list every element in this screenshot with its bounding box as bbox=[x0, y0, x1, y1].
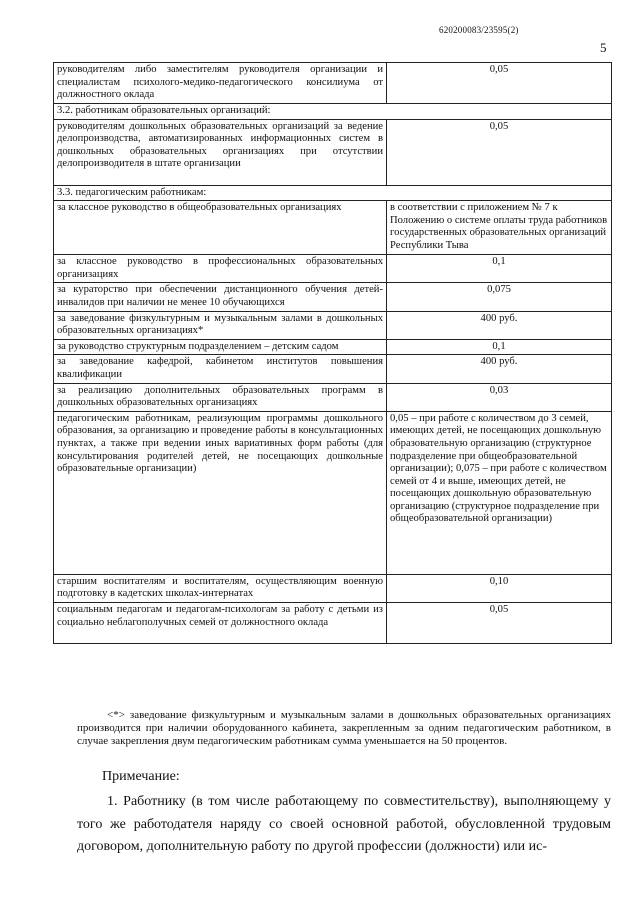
note-paragraph-text: 1. Работнику (в том числе работающему по совместительству), выполняющему у того же работодателя наряду со своей основной работой, обусловленной трудовым договором, дополнительную работу по другой профессии (должности) или ис- bbox=[77, 794, 611, 854]
row-value: 400 руб. bbox=[387, 355, 612, 383]
table-row bbox=[54, 119, 612, 185]
table-row bbox=[54, 355, 612, 383]
row-label: за классное руководство в общеобразовательных организациях bbox=[54, 201, 387, 255]
table-row bbox=[54, 574, 612, 602]
row-label: педагогическим работникам, реализующим программы дошкольного образования, за организацию и проведение работы в консультационных пунктах, а также при ведении иных вариативных форм работы (для консультирования родителей детей, не посещающих дошкольные образовательные организации) bbox=[54, 411, 387, 574]
row-value: 0,05 bbox=[387, 119, 612, 185]
row-value: 0,1 bbox=[387, 255, 612, 283]
note-title: Примечание: bbox=[102, 769, 180, 784]
row-value: 0,05 bbox=[387, 602, 612, 643]
row-label: старшим воспитателям и воспитателям, осуществляющим военную подготовку в кадетских школах-интернатах bbox=[54, 574, 387, 602]
row-value: 0,05 – при работе с количеством до 3 семей, имеющих детей, не посещающих дошкольную образовательную организацию (структурное подразделение при общеобразовательной организации); 0,075 – при работе с количеством семей от 4 и выше, имеющих детей, не посещающих дошкольную образовательную организацию (структурное подразделение при общеобразовательной организации) bbox=[387, 411, 612, 574]
document-id: 620200083/23595(2) bbox=[439, 25, 519, 35]
row-value: 0,10 bbox=[387, 574, 612, 602]
allowance-table bbox=[53, 62, 612, 644]
table-row bbox=[54, 201, 612, 255]
footnote bbox=[77, 709, 611, 749]
table-row bbox=[54, 283, 612, 311]
table-section-row bbox=[54, 185, 612, 201]
row-label: за кураторство при обеспечении дистанционного обучения детей-инвалидов при наличии не менее 10 обучающихся bbox=[54, 283, 387, 311]
row-label: руководителям дошкольных образовательных организаций за ведение делопроизводства, автоматизированных информационных систем в дошкольных образовательных организациях при отсутствии делопроизводителя в штате организации bbox=[54, 119, 387, 185]
row-label: за классное руководство в профессиональных образовательных организациях bbox=[54, 255, 387, 283]
row-value: в соответствии с приложением № 7 к Положению о системе оплаты труда работников государственных образовательных организаций Республики Тыва bbox=[387, 201, 612, 255]
row-label: за заведование физкультурным и музыкальным залами в дошкольных образовательных организациях* bbox=[54, 311, 387, 339]
row-label: руководителям либо заместителям руководителя организации и специалистам психолого-медико-педагогического консилиума от должностного оклада bbox=[54, 63, 387, 104]
table-row bbox=[54, 339, 612, 355]
row-label: за реализацию дополнительных образовательных программ в дошкольных образовательных организациях bbox=[54, 383, 387, 411]
row-label: за руководство структурным подразделением – детским садом bbox=[54, 339, 387, 355]
footnote-text: <*> заведование физкультурным и музыкальным залами в дошкольных образовательных организациях производится при наличии оборудованного кабинета, закрепленным за одним педагогическим работником, в случае закрепления двум педагогическим работникам сумма уменьшается на 50 процентов. bbox=[77, 709, 611, 748]
table-row bbox=[54, 255, 612, 283]
row-value: 0,05 bbox=[387, 63, 612, 104]
table-row bbox=[54, 63, 612, 104]
table-row bbox=[54, 411, 612, 574]
table-row bbox=[54, 311, 612, 339]
table-row bbox=[54, 383, 612, 411]
row-label: за заведование кафедрой, кабинетом институтов повышения квалификации bbox=[54, 355, 387, 383]
section-heading: 3.2. работникам образовательных организаций: bbox=[54, 104, 612, 120]
table-section-row bbox=[54, 104, 612, 120]
section-heading: 3.3. педагогическим работникам: bbox=[54, 185, 612, 201]
row-value: 0,075 bbox=[387, 283, 612, 311]
row-value: 400 руб. bbox=[387, 311, 612, 339]
row-value: 0,1 bbox=[387, 339, 612, 355]
note-paragraph bbox=[77, 791, 611, 859]
table-row bbox=[54, 602, 612, 643]
page-number: 5 bbox=[600, 40, 607, 55]
row-value: 0,03 bbox=[387, 383, 612, 411]
row-label: социальным педагогам и педагогам-психологам за работу с детьми из социально неблагополучных семей от должностного оклада bbox=[54, 602, 387, 643]
